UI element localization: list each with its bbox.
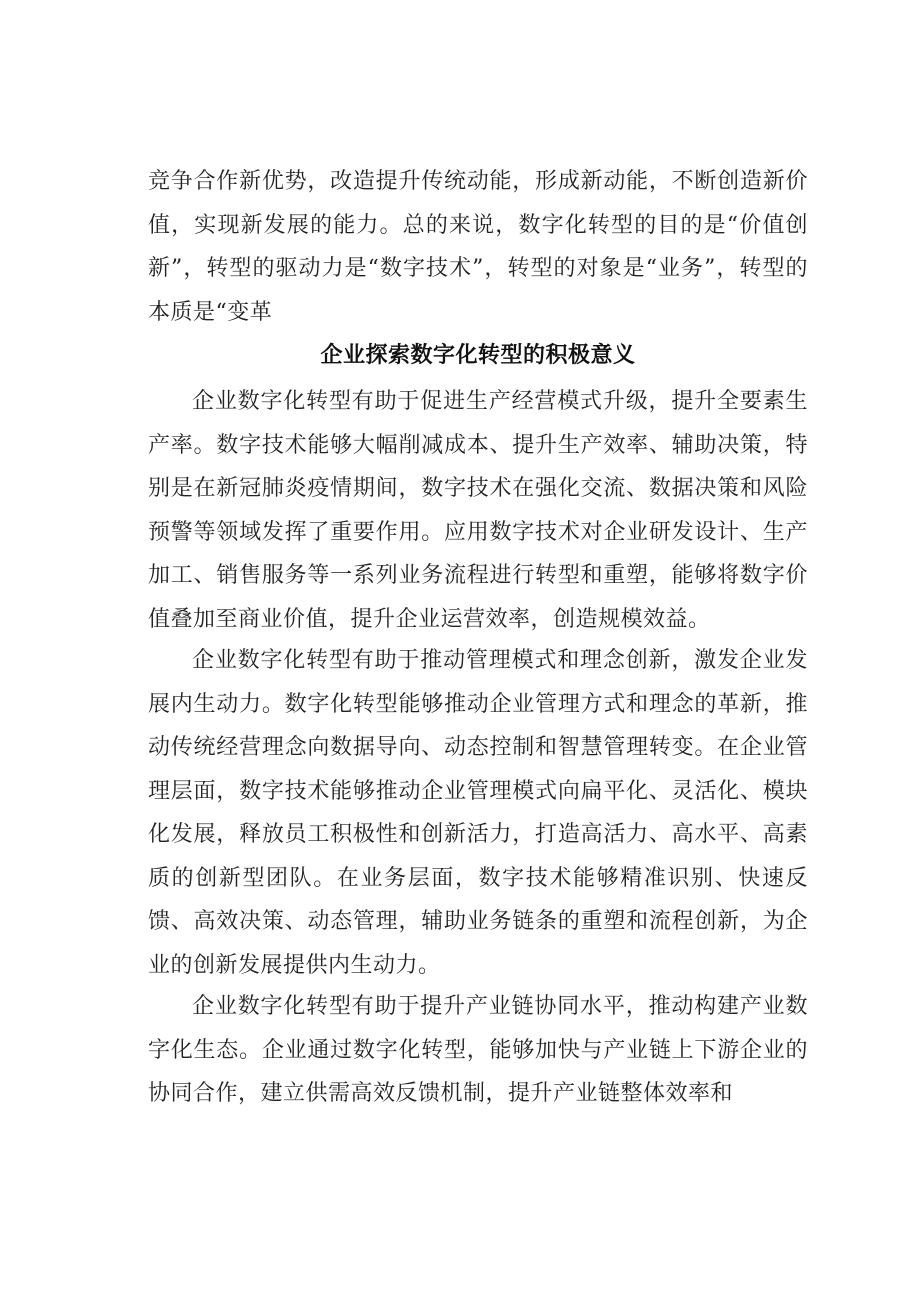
body-paragraph-2: 企业数字化转型有助于推动管理模式和理念创新，激发企业发展内生动力。数字化转型能够推动企业管理方式和理念的革新，推动传统经营理念向数据导向、动态控制和智慧管理转变。在企业管理层面，数字技术能够推动企业管理模式向扁平化、灵活化、模块化发展，释放员工积极性和创新活力，打造高活力、高水平、高素质的创新型团队。在业务层面，数字技术能够精准识别、快速反馈、高效决策、动态管理，辅助业务链条的重塑和流程创新，为企业的创新发展提供内生动力。 [148,648,808,978]
body-paragraph-3: 企业数字化转型有助于提升产业链协同水平，推动构建产业数字化生态。企业通过数字化转型，能够加快与产业链上下游企业的协同合作，建立供需高效反馈机制，提升产业链整体效率和 [148,994,808,1106]
intro-paragraph: 竞争合作新优势，改造提升传统动能，形成新动能，不断创造新价值，实现新发展的能力。总的来说，数字化转型的目的是“价值创新”，转型的驱动力是“数字技术”，转型的对象是“业务”，转型的本质是“变革 [148,169,808,325]
body-paragraph-1: 企业数字化转型有助于促进生产经营模式升级，提升全要素生产率。数字技术能够大幅削减成本、提升生产效率、辅助决策，特别是在新冠肺炎疫情期间，数字技术在强化交流、数据决策和风险预警等领域发挥了重要作用。应用数字技术对企业研发设计、生产加工、销售服务等一系列业务流程进行转型和重塑，能够将数字价值叠加至商业价值，提升企业运营效率，创造规模效益。 [148,389,808,632]
section-title: 企业探索数字化转型的积极意义 [320,343,636,368]
